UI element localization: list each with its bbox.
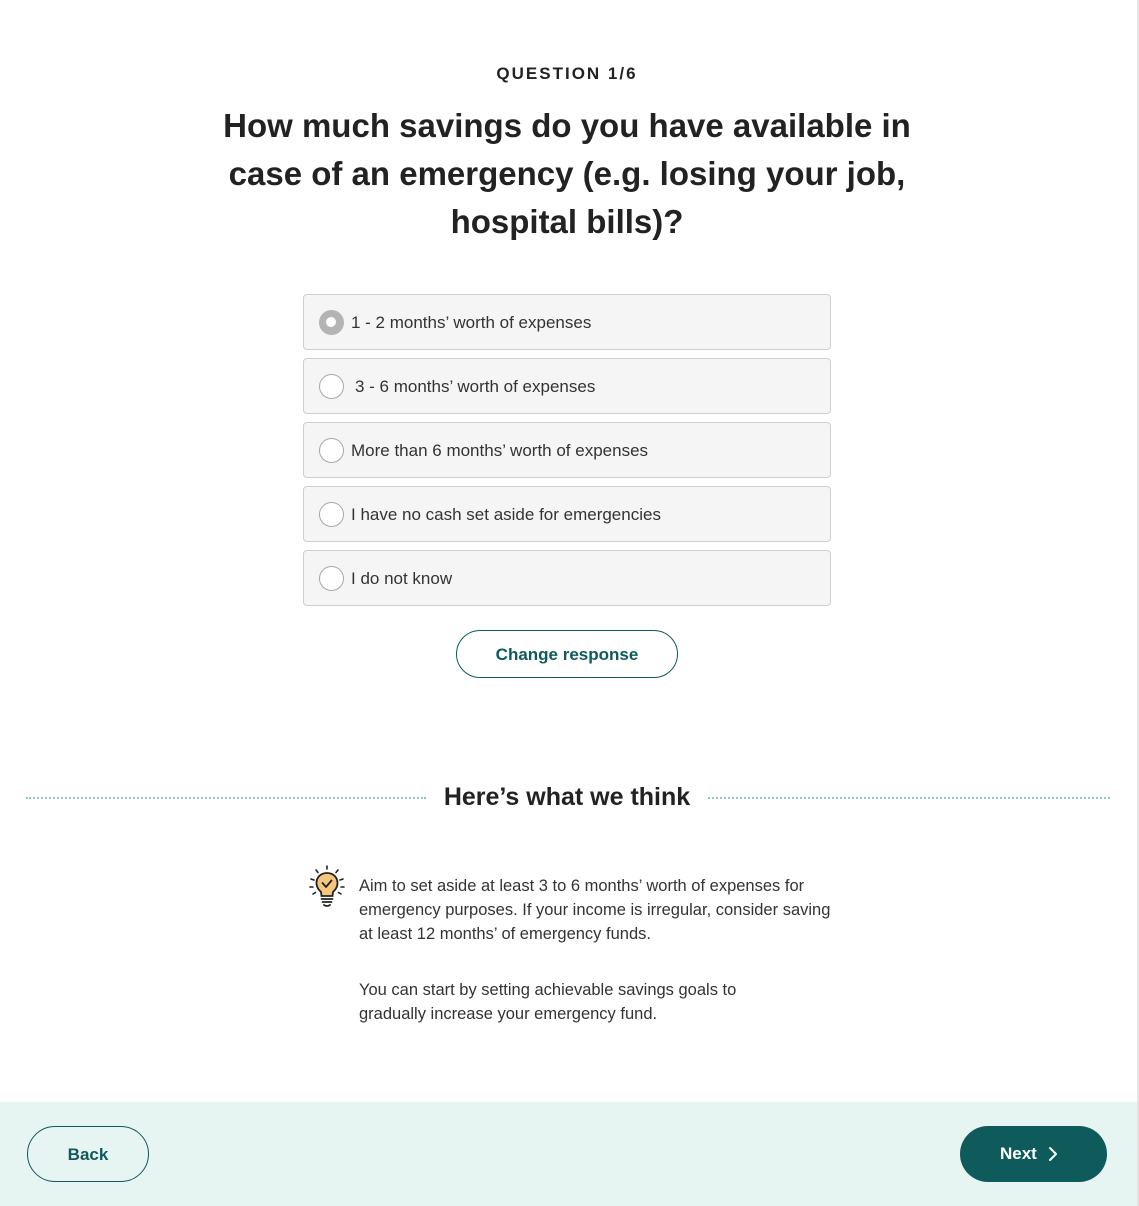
insight-paragraph: You can start by setting achievable savings goals to gradually increase your emergency fund. [359,981,737,1023]
section-divider-right [708,797,1110,799]
answer-option-label: I have no cash set aside for emergencies [351,505,661,524]
next-button[interactable] [960,1126,1107,1182]
back-button[interactable]: Back [27,1126,149,1182]
radio-button-selected[interactable] [319,310,344,335]
radio-button[interactable] [319,374,344,399]
answer-option-1[interactable] [303,294,831,350]
answer-option-5[interactable] [303,550,831,606]
change-response-button[interactable]: Change response [456,630,678,678]
answer-option-4[interactable] [303,486,831,542]
answer-option-2[interactable] [303,358,831,414]
answer-option-3[interactable] [303,422,831,478]
answer-option-label: I do not know [351,569,453,588]
question-title: How much savings do you have available in case of an emergency (e.g. losing your job, hospital bills)? [223,107,911,240]
footer-bar [0,1102,1137,1206]
answer-option-label: 3 - 6 months’ worth of expenses [355,377,596,396]
answer-options [303,294,831,614]
insight-heading: Here’s what we think [443,783,691,811]
question-counter: QUESTION 1/6 [496,64,638,83]
section-divider-left [26,797,426,799]
answer-option-label: 1 - 2 months’ worth of expenses [351,313,592,332]
next-button-label: Next [1000,1144,1037,1163]
lightbulb-icon [308,865,346,907]
chevron-right-icon [1047,1146,1059,1162]
insight-paragraph: Aim to set aside at least 3 to 6 months’ worth of expenses for emergency purposes. If your income is irregular, consider saving at least 12 months’ of emergency funds. [359,877,831,943]
radio-button[interactable] [319,566,344,591]
radio-button[interactable] [319,502,344,527]
answer-option-label: More than 6 months’ worth of expenses [351,441,649,460]
radio-button[interactable] [319,438,344,463]
